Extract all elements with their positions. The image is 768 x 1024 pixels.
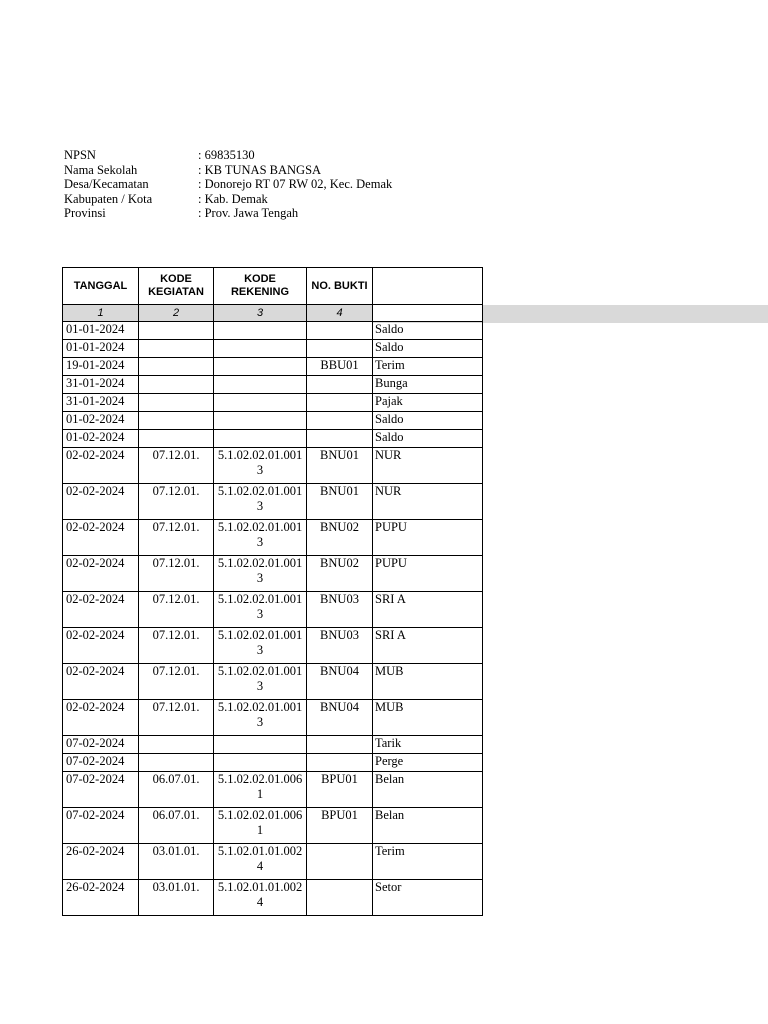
info-value: : Kab. Demak (198, 191, 268, 206)
cell-uraian: NUR (373, 484, 483, 520)
cell-tanggal: 02-02-2024 (63, 556, 139, 592)
cell-no-bukti (307, 736, 373, 754)
cell-uraian: Belan (373, 772, 483, 808)
cell-kode-rekening: 5.1.02.02.01.0061 (214, 772, 307, 808)
cell-kode-kegiatan: 07.12.01. (139, 520, 214, 556)
cell-kode-rekening (214, 736, 307, 754)
cell-kode-kegiatan (139, 736, 214, 754)
cell-kode-kegiatan (139, 430, 214, 448)
info-label: NPSN (64, 148, 96, 162)
cell-uraian: MUB (373, 664, 483, 700)
table-row (63, 664, 483, 700)
cell-kode-kegiatan: 07.12.01. (139, 592, 214, 628)
cell-kode-rekening: 5.1.02.01.01.0024 (214, 844, 307, 880)
header-kode-rekening: KODE REKENING (214, 268, 307, 305)
cell-uraian: Perge (373, 754, 483, 772)
header-uraian (373, 268, 483, 305)
info-row (64, 177, 392, 192)
cell-tanggal: 31-01-2024 (63, 376, 139, 394)
cell-tanggal: 02-02-2024 (63, 700, 139, 736)
cell-kode-kegiatan: 03.01.01. (139, 844, 214, 880)
cell-no-bukti: BNU01 (307, 448, 373, 484)
info-row (64, 192, 392, 207)
cell-kode-kegiatan (139, 754, 214, 772)
cell-tanggal: 01-01-2024 (63, 340, 139, 358)
cell-no-bukti (307, 394, 373, 412)
cell-no-bukti (307, 754, 373, 772)
cell-tanggal: 07-02-2024 (63, 754, 139, 772)
cell-kode-rekening (214, 754, 307, 772)
cell-kode-rekening: 5.1.02.02.01.0013 (214, 448, 307, 484)
info-value: : Donorejo RT 07 RW 02, Kec. Demak (198, 177, 393, 192)
column-number (373, 305, 483, 322)
ledger-table (62, 267, 483, 916)
cell-uraian: Saldo (373, 322, 483, 340)
cell-kode-kegiatan (139, 322, 214, 340)
info-value: : KB TUNAS BANGSA (198, 162, 322, 177)
cell-kode-kegiatan: 07.12.01. (139, 448, 214, 484)
cell-tanggal: 26-02-2024 (63, 880, 139, 916)
cell-kode-rekening (214, 430, 307, 448)
cell-kode-rekening: 5.1.02.02.01.0013 (214, 484, 307, 520)
cell-no-bukti: BNU03 (307, 628, 373, 664)
cell-kode-kegiatan: 07.12.01. (139, 556, 214, 592)
cell-kode-kegiatan (139, 376, 214, 394)
table-row (63, 754, 483, 772)
table-row (63, 772, 483, 808)
cell-uraian: Saldo (373, 412, 483, 430)
cell-kode-kegiatan (139, 358, 214, 376)
cell-uraian: MUB (373, 700, 483, 736)
school-info (64, 148, 392, 221)
table-row (63, 340, 483, 358)
cell-no-bukti (307, 880, 373, 916)
cell-uraian: Terim (373, 844, 483, 880)
cell-uraian: Pajak (373, 394, 483, 412)
cell-uraian: Setor (373, 880, 483, 916)
table-row (63, 520, 483, 556)
cell-no-bukti (307, 322, 373, 340)
cell-no-bukti: BNU02 (307, 556, 373, 592)
cell-uraian: Bunga (373, 376, 483, 394)
cell-kode-rekening: 5.1.02.02.01.0013 (214, 664, 307, 700)
cell-kode-rekening: 5.1.02.02.01.0013 (214, 520, 307, 556)
cell-kode-rekening: 5.1.02.02.01.0013 (214, 700, 307, 736)
cell-no-bukti: BNU03 (307, 592, 373, 628)
cell-no-bukti: BNU04 (307, 700, 373, 736)
cell-uraian: Saldo (373, 340, 483, 358)
info-value: : Prov. Jawa Tengah (198, 206, 299, 221)
column-number: 1 (63, 305, 139, 322)
table-row (63, 358, 483, 376)
info-label: Nama Sekolah (64, 162, 138, 177)
cell-tanggal: 07-02-2024 (63, 808, 139, 844)
cell-tanggal: 01-02-2024 (63, 430, 139, 448)
table-row (63, 556, 483, 592)
table-row (63, 448, 483, 484)
cell-uraian: Saldo (373, 430, 483, 448)
info-row (64, 163, 392, 178)
cell-no-bukti: BNU02 (307, 520, 373, 556)
cell-uraian: SRI A (373, 592, 483, 628)
cell-tanggal: 26-02-2024 (63, 844, 139, 880)
cell-tanggal: 31-01-2024 (63, 394, 139, 412)
cell-kode-kegiatan: 06.07.01. (139, 808, 214, 844)
column-number: 4 (307, 305, 373, 322)
cell-no-bukti: BBU01 (307, 358, 373, 376)
cell-kode-kegiatan: 07.12.01. (139, 664, 214, 700)
column-number: 2 (139, 305, 214, 322)
cell-tanggal: 19-01-2024 (63, 358, 139, 376)
cell-tanggal: 02-02-2024 (63, 628, 139, 664)
info-label: Provinsi (64, 206, 106, 221)
table-row (63, 736, 483, 754)
cell-no-bukti: BNU01 (307, 484, 373, 520)
table-row (63, 430, 483, 448)
info-label: Kabupaten / Kota (64, 191, 153, 206)
table-row (63, 394, 483, 412)
cell-kode-rekening (214, 394, 307, 412)
table-row (63, 844, 483, 880)
table-row (63, 412, 483, 430)
cell-kode-rekening (214, 340, 307, 358)
table-row (63, 322, 483, 340)
header-tanggal: TANGGAL (63, 268, 139, 305)
cell-no-bukti (307, 376, 373, 394)
cell-tanggal: 07-02-2024 (63, 736, 139, 754)
column-number: 3 (214, 305, 307, 322)
table-row (63, 376, 483, 394)
header-kode-kegiatan: KODE KEGIATAN (139, 268, 214, 305)
cell-kode-kegiatan: 07.12.01. (139, 484, 214, 520)
cell-kode-rekening: 5.1.02.01.01.0024 (214, 880, 307, 916)
table-row (63, 808, 483, 844)
info-label: Desa/Kecamatan (64, 177, 149, 192)
column-number-row (63, 305, 483, 322)
cell-uraian: NUR (373, 448, 483, 484)
cell-tanggal: 02-02-2024 (63, 664, 139, 700)
cell-kode-rekening (214, 376, 307, 394)
cell-tanggal: 01-02-2024 (63, 412, 139, 430)
cell-tanggal: 07-02-2024 (63, 772, 139, 808)
cell-tanggal: 02-02-2024 (63, 448, 139, 484)
cell-uraian: PUPU (373, 520, 483, 556)
cell-kode-rekening (214, 358, 307, 376)
cell-uraian: PUPU (373, 556, 483, 592)
table-row (63, 484, 483, 520)
info-row (64, 148, 392, 163)
cell-kode-rekening (214, 412, 307, 430)
cell-kode-rekening (214, 322, 307, 340)
cell-kode-kegiatan (139, 412, 214, 430)
cell-no-bukti (307, 430, 373, 448)
cell-kode-kegiatan: 07.12.01. (139, 628, 214, 664)
cell-kode-kegiatan: 06.07.01. (139, 772, 214, 808)
cell-kode-kegiatan (139, 394, 214, 412)
table-row (63, 880, 483, 916)
cell-kode-rekening: 5.1.02.02.01.0013 (214, 628, 307, 664)
cell-uraian: SRI A (373, 628, 483, 664)
ledger-table-viewport (62, 267, 408, 916)
cell-no-bukti (307, 340, 373, 358)
cell-uraian: Tarik (373, 736, 483, 754)
cell-kode-kegiatan: 03.01.01. (139, 880, 214, 916)
table-row (63, 628, 483, 664)
info-value: : 69835130 (198, 148, 255, 162)
cell-no-bukti: BNU04 (307, 664, 373, 700)
table-row (63, 700, 483, 736)
table-row (63, 592, 483, 628)
cell-kode-kegiatan (139, 340, 214, 358)
cell-kode-rekening: 5.1.02.02.01.0013 (214, 592, 307, 628)
header-row (63, 268, 483, 305)
cell-tanggal: 02-02-2024 (63, 484, 139, 520)
header-no-bukti: NO. BUKTI (307, 268, 373, 305)
cell-kode-rekening: 5.1.02.02.01.0061 (214, 808, 307, 844)
info-row (64, 206, 392, 221)
cell-no-bukti: BPU01 (307, 772, 373, 808)
cell-no-bukti: BPU01 (307, 808, 373, 844)
cell-kode-kegiatan: 07.12.01. (139, 700, 214, 736)
cell-uraian: Terim (373, 358, 483, 376)
cell-no-bukti (307, 412, 373, 430)
cell-tanggal: 02-02-2024 (63, 592, 139, 628)
cell-no-bukti (307, 844, 373, 880)
cell-uraian: Belan (373, 808, 483, 844)
cell-tanggal: 02-02-2024 (63, 520, 139, 556)
cell-tanggal: 01-01-2024 (63, 322, 139, 340)
cell-kode-rekening: 5.1.02.02.01.0013 (214, 556, 307, 592)
